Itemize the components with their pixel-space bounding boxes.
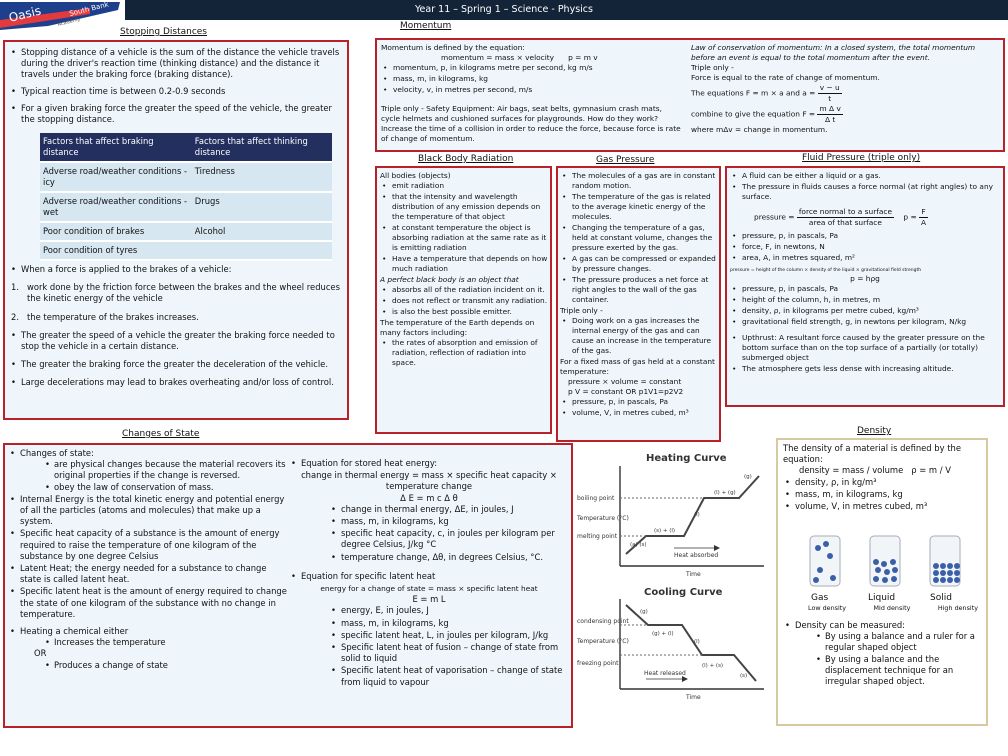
svg-text:Academy: Academy [57,16,82,28]
factors-table [40,133,332,261]
momentum-heading: Momentum [400,21,452,31]
changes-of-state-panel: • Changes of state: • are physical changes because the material recovers its original properties if the change is reversed. • obey the law of conservation of mass. • Internal Energy is the total kinetic energy and potential energy of all the particles (atoms and molecules) that make up a system. • Specific heat capacity of a substance is the amount of energy required to raise the temperature of one kilogram of the substance by one degree Celsius • Latent Heat; the energy needed for a substance to change state is called latent heat. • Specific latent heat is the amount of energy required to change the state of one kilogram of the substance with no change in temperature. • Heating a chemical either • Increases the temperature OR • Produces a change of state • Equation for stored heat energy: change in thermal energy = mass × specific heat capacity × temperature change Δ E = m c Δ θ • change in thermal energy, ΔE, in joules, J • mass, m, in kilograms, kg • specific heat capacity, c, in joules per kilogram per degree Celsius, J/kg °C • temperature change, Δθ, in degrees Celsius, °C. • Equation for specific latent heat energy for a change of state = mass × specific latent heat E = m L • energy, E, in joules, J • mass, m, in kilograms, kg • specific latent heat, L, in joules per kilogram, J/kg • Specific latent heat of fusion – change of state from solid to liquid • Specific latent heat of vaporisation – change of state from liquid to vapour [3,443,573,728]
blackbody-heading: Black Body Radiation [418,154,514,164]
svg-text:(s) + (l): (s) + (l) [654,528,676,534]
svg-text:South Bank: South Bank [68,0,110,18]
gas-heading: Gas Pressure [596,155,655,165]
table-cell: Adverse road/weather conditions - icy [40,162,192,192]
table-cell: Poor condition of brakes [40,222,192,241]
density-illustration [796,528,976,616]
table-header: Factors that affect thinking distance [192,133,332,162]
svg-text:Temperature (°C): Temperature (°C) [577,638,629,645]
stopping-p6: • The greater the braking force the greater the deceleration of the vehicle. [9,359,345,370]
table-cell: Drugs [192,192,332,222]
changes-of-state-heading: Changes of State [122,429,200,439]
table-cell: Poor condition of tyres [40,241,192,260]
svg-text:Time: Time [686,571,701,578]
fluid-heading: Fluid Pressure (triple only) [802,153,921,163]
stopping-n2: 2. the temperature of the brakes increases. [11,311,199,322]
gas-beaker [810,536,840,586]
svg-text:Heat released: Heat released [644,670,686,677]
table-cell: Adverse road/weather conditions - wet [40,192,192,222]
stopping-p4: • When a force is applied to the brakes of a vehicle: [9,264,345,275]
svg-text:(g) + (l): (g) + (l) [652,631,674,637]
fluid-pressure-equation: pressure = $\frac{\text{force normal to a surface}}{\text{area of that surface}}$ p = $\frac{F}{A}$ [754,207,927,227]
svg-text:(g): (g) [744,474,752,480]
stopping-n1: 1. work done by the friction force between the brakes and the wheel reduces the kinetic energy of the vehicle [11,282,340,304]
table-cell: Alcohol [192,222,332,241]
solid-beaker [930,536,960,586]
stopping-p5: • The greater the speed of a vehicle the greater the braking force needed to stop the vehicle in a certain distance. [9,330,345,352]
table-cell [192,241,332,260]
cooling-curve [574,583,774,703]
stopping-distances-panel [3,40,349,420]
svg-text:melting point: melting point [577,533,618,540]
svg-text:boiling point: boiling point [577,495,615,502]
svg-text:(a) (s): (a) (s) [630,542,647,548]
gas-pressure-panel: • The molecules of a gas are in constant random motion. • The temperature of the gas is related to the average kinetic energy of the molecules. • Changing the temperature of a gas, held at constant volume, changes the pressure exerted by the gas. • A gas can be compressed or expanded by pressure changes. • The pressure produces a net force at right angles to the wall of the gas container. Triple only - • Doing work on a gas increases the internal energy of the gas and can cause an increase in the temperature of the gas. For a fixed mass of gas held at a constant temperature: pressure × volume = constant p V = constant OR p1V1=p2V2 • pressure, p, in pascals, Pa • volume, V, in metres cubed, m³ [556,166,721,442]
heating-curve [574,444,774,581]
fluid-pressure-panel: • A fluid can be either a liquid or a gas. • The pressure in fluids causes a force normal (at right angles) to any surface. pressure = $\frac{\text{force normal to a surface}}{\text{area of that surface}}$ p = $\frac{F}{A}$ • pressure, p, in pascals, Pa • force, F, in newtons, N • area, A, in metres squared, m² pressure = height of the column × density of the liquid × gravitational field strength p = hρg • pressure, p, in pascals, Pa • height of the column, h, in metres, m • density, ρ, in kilograms per metre cubed, kg/m³ • gravitational field strength, g, in newtons per kilogram, N/kg • Upthrust: A resultant force caused by the greater pressure on the bottom surface than on the top surface of a partially (or totally) submerged object • The atmosphere gets less dense with increasing altitude. [725,166,1005,407]
svg-text:Gas: Gas [811,593,829,603]
svg-text:Time: Time [686,694,701,701]
school-logo [0,0,125,40]
svg-text:Temperature (°C): Temperature (°C) [577,515,629,522]
svg-text:freezing point: freezing point [577,660,619,667]
svg-text:Liquid: Liquid [868,593,896,603]
svg-text:(l) + (s): (l) + (s) [702,663,724,669]
stopping-heading: Stopping Distances [120,27,207,37]
svg-text:(g): (g) [640,609,648,615]
table-header: Factors that affect braking distance [40,133,192,162]
svg-text:(l): (l) [694,639,700,645]
liquid-beaker [870,536,900,586]
stopping-p1: • Stopping distance of a vehicle is the sum of the distance the vehicle travels during the driver's reaction time (thinking distance) and the distance it travels under the braking force (braking distance). [9,47,345,81]
logo-text: Oasis [7,3,43,25]
svg-text:(l) + (g): (l) + (g) [714,490,736,496]
table-cell: Tiredness [192,162,332,192]
heating-curve-title: Heating Curve [646,453,727,464]
density-panel: The density of a material is defined by the equation: density = mass / volume ρ = m / V • density, ρ, in kg/m³ • mass, m, in kilograms, kg • volume, V, in metres cubed, m³ Gas Liquid Solid Low density Mid density High density • Density can be measured: • By using a balance and a ruler for a regular shaped object • By using a balance and the displacement technique for an irregular shaped object. [776,438,988,726]
momentum-panel: Momentum is defined by the equation: momentum = mass × velocity p = m v • momentum, p, in kilograms metre per second, kg m/s • mass, m, in kilograms, kg • velocity, v, in metres per second, m/s Triple only - Safety Equipment: Air bags, seat belts, gymnasium crash mats, cycle helmets and cushioned surfaces for playgrounds. How do they work? Increase the time of a collision in order to reduce the force, because force is rate of change of momentum. Law of conservation of momentum: In a closed system, the total momentum before an event is equal to the total momentum after the event. Triple only - Force is equal to the rate of change of momentum. The equations F = m × a and a = $\frac{v - u}{t}$ combine to give the equation F = $\frac{\text{m Δ v}}{\text{Δ t}}$ where mΔv = change in momentum. [375,38,1005,152]
svg-text:(l): (l) [694,512,700,518]
safety-equipment: Triple only - Safety Equipment: Air bags, seat belts, gymnasium crash mats, cycle helmets and cushioned surfaces for playgrounds. How do they work? Increase the time of a collision in order to reduce the force, because force is rate of change of momentum. [381,104,681,143]
page-title: Year 11 – Spring 1 – Science - Physics [415,4,593,15]
cooling-curve-title: Cooling Curve [644,587,723,598]
density-heading: Density [857,426,892,436]
stopping-p7: • Large decelerations may lead to brakes overheating and/or loss of control. [9,377,345,388]
stopping-p2: • Typical reaction time is between 0.2-0.9 seconds [9,86,345,97]
svg-text:(s): (s) [740,673,748,679]
svg-text:condensing point: condensing point [577,618,629,625]
svg-text:Solid: Solid [930,593,952,603]
svg-text:Heat absorbed: Heat absorbed [674,552,719,559]
stopping-p3: • For a given braking force the greater the speed of the vehicle, the greater the stopping distance. [9,103,345,125]
black-body-panel: All bodies (objects) • emit radiation • that the intensity and wavelength distribution of any emission depends on the temperature of that object • at constant temperature the object is absorbing radiation at the same rate as it is emitting radiation • Have a temperature that depends on how much radiation A perfect black body is an object that • absorbs all of the radiation incident on it. • does not reflect or transmit any radiation. • is also the best possible emitter. The temperature of the Earth depends on many factors including: • the rates of absorption and emission of radiation, reflection of radiation into space. [375,166,552,434]
